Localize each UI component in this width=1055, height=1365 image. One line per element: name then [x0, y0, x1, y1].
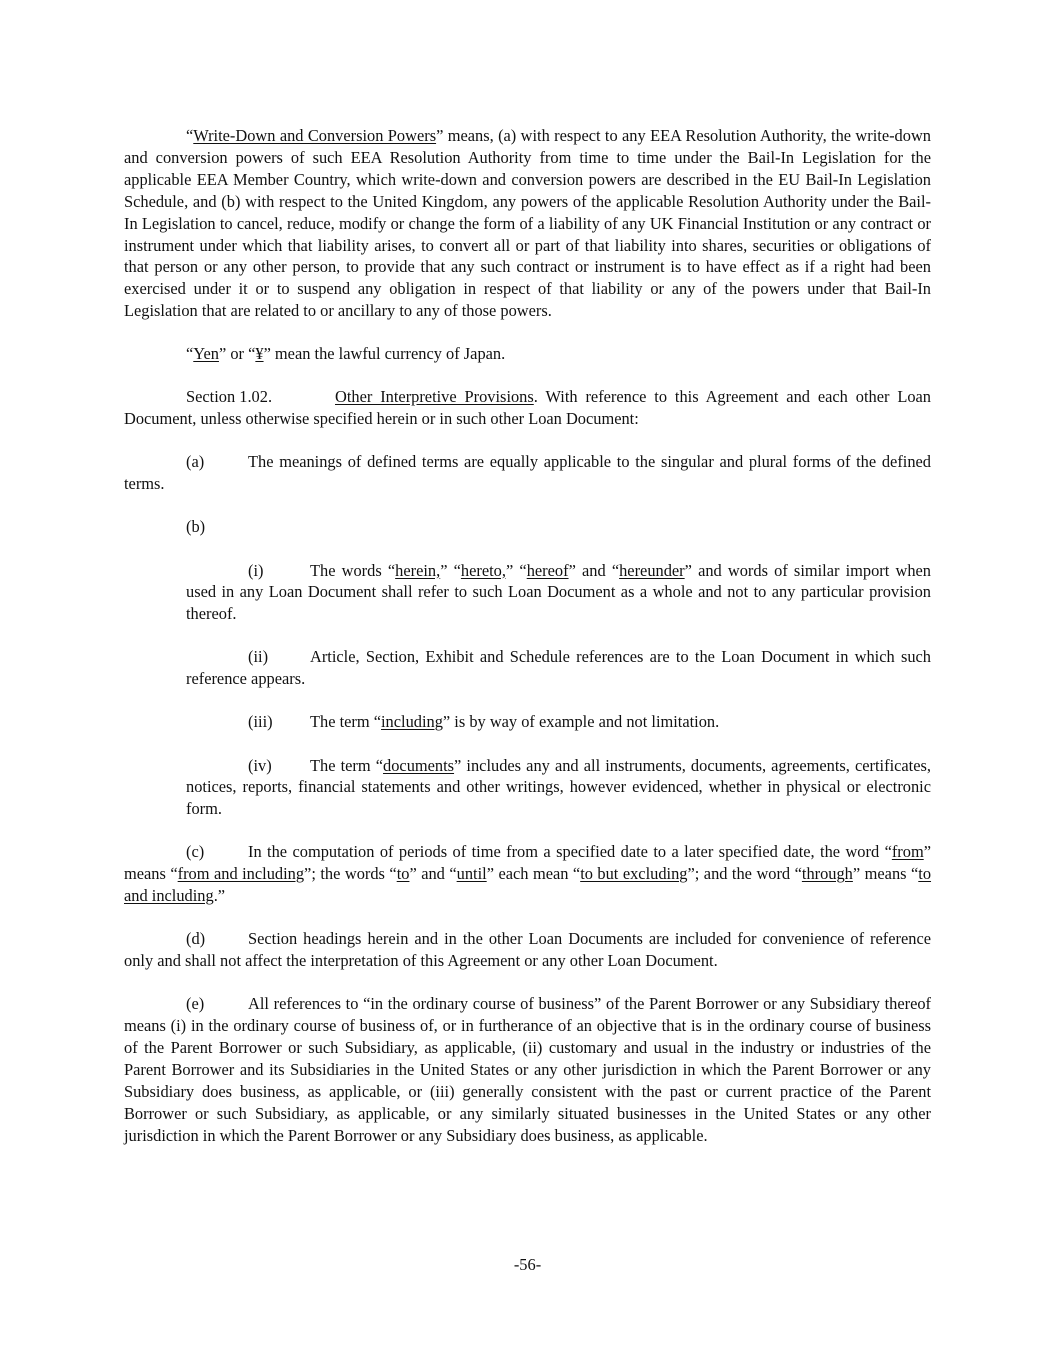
clause-label: (a): [186, 452, 205, 472]
section-1-02: Section 1.02. Other Interpretive Provisions. With reference to this Agreement and each other Loan Document, unless otherwise specified herein or in such other Loan Document:: [124, 387, 931, 429]
clause-label: (i): [248, 560, 264, 580]
clause-d: (d) Section headings herein and in the other Loan Documents are included for convenience of reference only and shall not affect the interpretation of this Agreement or any other Loan Document.: [124, 929, 931, 971]
clause-b-iv: (iv) The term “documents” includes any and all instruments, documents, agreements, certificates, notices, reports, financial statements and other writings, however evidenced, whether in physical or electronic form.: [186, 755, 931, 819]
page-number: -56-: [513, 1255, 542, 1274]
clause-label: (ii): [248, 647, 269, 667]
clause-label: (c): [186, 842, 205, 862]
clause-b: [124, 516, 931, 538]
clause-label: (e): [186, 994, 205, 1014]
document-page: [124, 125, 931, 1147]
clause-a: (a) The meanings of defined terms are equally applicable to the singular and plural forms of the defined terms.: [124, 452, 931, 494]
clause-label: (b): [186, 517, 206, 537]
definition-write-down-conversion-powers: “Write-Down and Conversion Powers” means, (a) with respect to any EEA Resolution Authority, the write-down and conversion powers of such EEA Resolution Authority from time to time under the Bail-In Legislation for the applicable EEA Member Country, which write-down and conversion powers are described in the EU Bail-In Legislation Schedule, and (b) with respect to the United Kingdom, any powers of the applicable Resolution Authority under the Bail-In Legislation to cancel, reduce, modify or change the form of a liability of any UK Financial Institution or any contract or instrument under which that liability arises, to convert all or part of that liability into shares, securities or obligations of that person or any other person, to provide that any such contract or instrument is to have effect as if a right had been exercised under it or to suspend any obligation in respect of that liability or any of the powers under that Bail-In Legislation that are related to or ancillary to any of those powers.: [124, 126, 931, 321]
section-number: Section 1.02.: [186, 387, 273, 407]
clause-b-ii: (ii) Article, Section, Exhibit and Schedule references are to the Loan Document in which such reference appears.: [186, 647, 931, 689]
clause-label: (d): [186, 929, 206, 949]
clause-b-i: (i) The words “herein,” “hereto,” “hereof” and “hereunder” and words of similar import when used in any Loan Document shall refer to such Loan Document as a whole and not to any particular provision thereof.: [186, 560, 931, 624]
defined-term-symbol: ¥: [255, 344, 264, 364]
clause-label: (iii): [248, 712, 273, 732]
defined-term: Yen: [193, 344, 219, 364]
definition-yen: “Yen” or “¥” mean the lawful currency of Japan.: [186, 344, 506, 364]
defined-term: Write-Down and Conversion Powers: [193, 126, 437, 145]
clause-b-iii: (iii) The term “including” is by way of example and not limitation.: [248, 712, 720, 732]
clause-c: (c) In the computation of periods of time from a specified date to a later specified date, the word “from” means “from and including”; the words “to” and “until” each mean “to but excluding”; and the word “through” means “to and including.”: [124, 842, 932, 906]
clause-label: (iv): [248, 755, 272, 775]
section-title: Other Interpretive Provisions: [335, 387, 534, 407]
clause-e: (e) All references to “in the ordinary course of business” of the Parent Borrower or any Subsidiary thereof means (i) in the ordinary course of business of, or in furtherance of an objective that is in the ordinary course of business of the Parent Borrower or such Subsidiary, as applicable, (ii) customary and usual in the industry or industries of the Parent Borrower and its Subsidiaries in the United States or any other jurisdiction in which the Parent Borrower or any Subsidiary does business, as applicable, or (iii) generally consistent with the past or current practice of the Parent Borrower or such Subsidiary, as applicable, or any similarly situated businesses in the United States or any other jurisdiction in which the Parent Borrower or any Subsidiary does business, as applicable.: [124, 994, 931, 1145]
